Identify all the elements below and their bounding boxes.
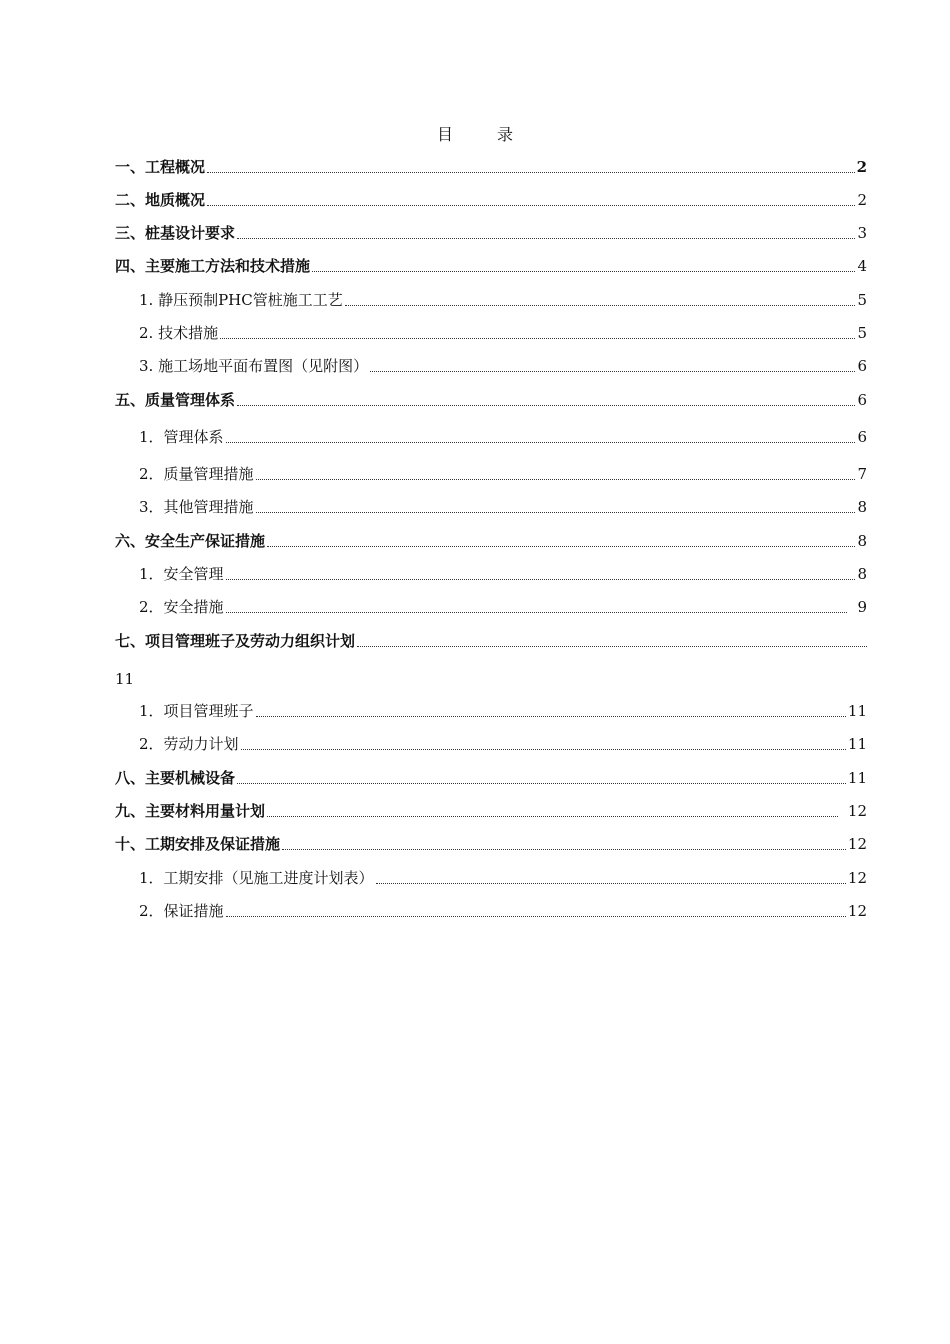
toc-entry[interactable] bbox=[115, 190, 867, 210]
toc-entry-label: 2. 技术措施 bbox=[139, 324, 219, 342]
dot-leader bbox=[226, 916, 846, 917]
toc-entry-label: 2．保证措施 bbox=[139, 902, 224, 920]
toc-title-left: 目 bbox=[436, 125, 453, 144]
toc-entry-label: 3．其他管理措施 bbox=[139, 498, 254, 516]
toc-subentry[interactable] bbox=[139, 901, 867, 921]
toc-entry-page: 5 bbox=[857, 291, 867, 309]
toc-entry-page-wrapped: 11 bbox=[115, 670, 135, 688]
toc-subentry[interactable] bbox=[139, 497, 867, 517]
dot-leader bbox=[220, 338, 855, 339]
toc-entry-page: 8 bbox=[857, 498, 867, 516]
toc-subentry[interactable] bbox=[139, 356, 867, 376]
dot-leader bbox=[370, 371, 855, 372]
dot-leader bbox=[237, 783, 846, 784]
toc-entry-label: 六、安全生产保证措施 bbox=[115, 532, 266, 550]
toc-entry[interactable] bbox=[115, 631, 867, 651]
toc-entry-page: 7 bbox=[857, 465, 867, 483]
toc-entry[interactable] bbox=[115, 157, 867, 177]
toc-entry-label: 1．项目管理班子 bbox=[139, 702, 254, 720]
dot-leader bbox=[312, 271, 855, 272]
toc-entry-page: 8 bbox=[857, 565, 867, 583]
dot-leader bbox=[267, 546, 855, 547]
toc-entry-page: 12 bbox=[847, 802, 867, 820]
toc-entry-label: 二、地质概况 bbox=[115, 191, 206, 209]
dot-leader bbox=[256, 479, 856, 480]
toc-subentry[interactable] bbox=[139, 597, 867, 617]
toc-subentry[interactable] bbox=[139, 701, 867, 721]
toc-entry-page: 3 bbox=[857, 224, 867, 242]
toc-entry[interactable] bbox=[115, 801, 867, 821]
toc-entry-page: 9 bbox=[857, 598, 867, 616]
toc-entry-page: 2 bbox=[857, 191, 867, 209]
toc-entry[interactable] bbox=[115, 834, 867, 854]
toc-entry-label: 九、主要材料用量计划 bbox=[115, 802, 266, 820]
toc-entry-page: 12 bbox=[847, 835, 867, 853]
dot-leader bbox=[256, 512, 856, 513]
toc-entry-label: 2．劳动力计划 bbox=[139, 735, 239, 753]
toc-entry-page: 6 bbox=[857, 428, 867, 446]
toc-entry-label: 四、主要施工方法和技术措施 bbox=[115, 257, 311, 275]
toc-entry-label: 1. 静压预制PHC管桩施工工艺 bbox=[139, 291, 343, 309]
toc-subentry[interactable] bbox=[139, 323, 867, 343]
toc-entry-label: 一、工程概况 bbox=[115, 158, 206, 176]
toc-entry-label: 1．管理体系 bbox=[139, 428, 224, 446]
toc-entry-page: 5 bbox=[857, 324, 867, 342]
dot-leader bbox=[241, 749, 846, 750]
dot-leader bbox=[357, 646, 867, 647]
toc-entry-label: 三、桩基设计要求 bbox=[115, 224, 236, 242]
toc-entry-page: 11 bbox=[847, 769, 867, 787]
dot-leader bbox=[226, 579, 856, 580]
toc-subentry[interactable] bbox=[139, 564, 867, 584]
dot-leader bbox=[256, 716, 846, 717]
toc-entry-page: 8 bbox=[857, 532, 867, 550]
dot-leader bbox=[207, 172, 855, 173]
toc-entry-page: 6 bbox=[857, 357, 867, 375]
toc-entry-label: 十、工期安排及保证措施 bbox=[115, 835, 281, 853]
toc-title-right: 录 bbox=[497, 125, 514, 144]
dot-leader bbox=[376, 883, 846, 884]
toc-entry-label: 2．质量管理措施 bbox=[139, 465, 254, 483]
dot-leader bbox=[282, 849, 846, 850]
dot-leader bbox=[226, 612, 848, 613]
dot-leader bbox=[345, 305, 856, 306]
toc-entry-label: 七、项目管理班子及劳动力组织计划 bbox=[115, 632, 356, 650]
toc-entry[interactable] bbox=[115, 768, 867, 788]
dot-leader bbox=[207, 205, 855, 206]
toc-entry[interactable] bbox=[115, 223, 867, 243]
toc-subentry[interactable] bbox=[139, 734, 867, 754]
toc-subentry[interactable] bbox=[139, 464, 867, 484]
toc-title bbox=[0, 122, 950, 145]
toc-entry-label: 3. 施工场地平面布置图（见附图） bbox=[139, 357, 369, 375]
toc-entry-label: 八、主要机械设备 bbox=[115, 769, 236, 787]
toc-entry[interactable] bbox=[115, 390, 867, 410]
toc-entry-page: 11 bbox=[847, 702, 867, 720]
toc-entry-page: 6 bbox=[857, 391, 867, 409]
dot-leader bbox=[237, 238, 855, 239]
toc-entry-page: 12 bbox=[847, 902, 867, 920]
dot-leader bbox=[267, 816, 838, 817]
toc-subentry[interactable] bbox=[139, 290, 867, 310]
toc-subentry[interactable] bbox=[139, 427, 867, 447]
toc-entry-page: 12 bbox=[847, 869, 867, 887]
toc-entry-label: 1．工期安排（见施工进度计划表） bbox=[139, 869, 374, 887]
dot-leader bbox=[226, 442, 856, 443]
toc-entry-page: 11 bbox=[847, 735, 867, 753]
dot-leader bbox=[237, 405, 855, 406]
toc-entry-page: 2 bbox=[856, 158, 867, 176]
toc-entry[interactable] bbox=[115, 531, 867, 551]
toc-entry-label: 2．安全措施 bbox=[139, 598, 224, 616]
toc-entry-label: 五、质量管理体系 bbox=[115, 391, 236, 409]
toc-entry-page: 4 bbox=[857, 257, 867, 275]
toc-entry[interactable] bbox=[115, 256, 867, 276]
toc-entry-label: 1．安全管理 bbox=[139, 565, 224, 583]
toc-subentry[interactable] bbox=[139, 868, 867, 888]
